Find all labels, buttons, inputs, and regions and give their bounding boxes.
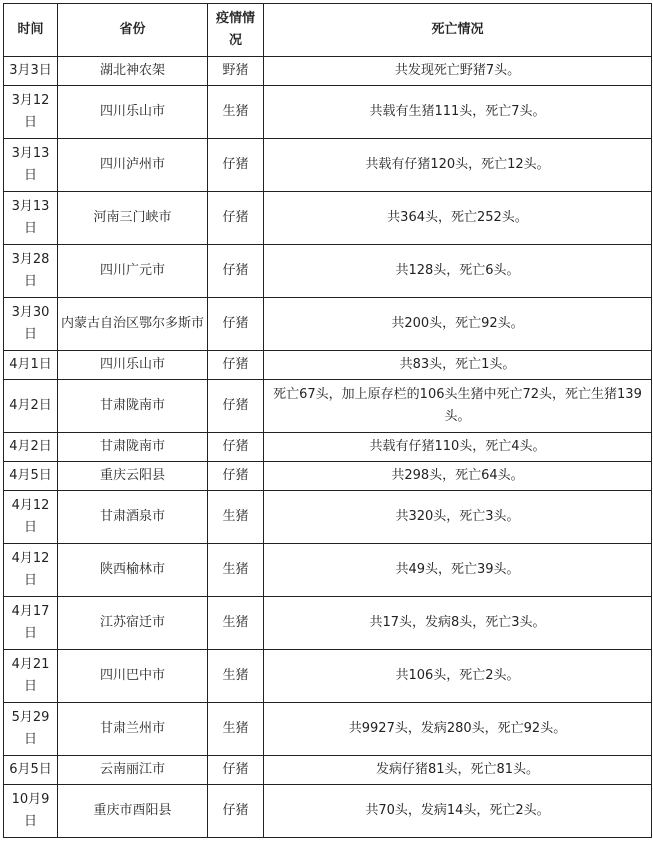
cell-type: 仔猪 [208,351,264,380]
table-row [4,380,652,433]
cell-province: 湖北神农架 [58,57,208,86]
cell-time: 3月12日 [4,86,58,139]
cell-province: 江苏宿迁市 [58,597,208,650]
cell-death: 共320头，死亡3头。 [264,491,652,544]
table-row [4,650,652,703]
cell-province: 内蒙古自治区鄂尔多斯市 [58,298,208,351]
table-row [4,597,652,650]
cell-province: 甘肃陇南市 [58,380,208,433]
cell-death: 共9927头，发病280头，死亡92头。 [264,703,652,756]
cell-death: 共364头，死亡252头。 [264,192,652,245]
cell-province: 四川巴中市 [58,650,208,703]
cell-type: 生猪 [208,86,264,139]
header-time: 时间 [4,4,58,57]
table-row [4,57,652,86]
cell-type: 仔猪 [208,462,264,491]
cell-time: 4月2日 [4,380,58,433]
cell-province: 四川乐山市 [58,86,208,139]
cell-time: 4月17日 [4,597,58,650]
header-death: 死亡情况 [264,4,652,57]
table-row [4,756,652,785]
cell-death: 共106头，死亡2头。 [264,650,652,703]
header-province: 省份 [58,4,208,57]
cell-province: 甘肃酒泉市 [58,491,208,544]
cell-type: 仔猪 [208,192,264,245]
cell-time: 4月21日 [4,650,58,703]
cell-province: 云南丽江市 [58,756,208,785]
cell-province: 重庆云阳县 [58,462,208,491]
cell-death: 共载有生猪111头，死亡7头。 [264,86,652,139]
cell-type: 生猪 [208,597,264,650]
cell-death: 共200头，死亡92头。 [264,298,652,351]
cell-death: 共发现死亡野猪7头。 [264,57,652,86]
cell-death: 共298头，死亡64头。 [264,462,652,491]
cell-type: 仔猪 [208,433,264,462]
table-row [4,462,652,491]
outbreak-table [3,3,652,838]
cell-time: 10月9日 [4,785,58,838]
cell-time: 5月29日 [4,703,58,756]
header-type: 疫情情况 [208,4,264,57]
cell-time: 3月3日 [4,57,58,86]
cell-type: 仔猪 [208,756,264,785]
cell-time: 4月2日 [4,433,58,462]
outbreak-table-container [3,3,652,838]
cell-death: 共17头，发病8头，死亡3头。 [264,597,652,650]
table-row [4,703,652,756]
table-row [4,785,652,838]
table-row [4,245,652,298]
cell-type: 生猪 [208,703,264,756]
cell-death: 共70头，发病14头，死亡2头。 [264,785,652,838]
cell-type: 仔猪 [208,785,264,838]
table-row [4,491,652,544]
cell-type: 仔猪 [208,245,264,298]
table-row [4,192,652,245]
cell-death: 死亡67头，加上原存栏的106头生猪中死亡72头，死亡生猪139头。 [264,380,652,433]
cell-time: 3月13日 [4,139,58,192]
cell-death: 共83头，死亡1头。 [264,351,652,380]
cell-death: 共载有仔猪110头，死亡4头。 [264,433,652,462]
cell-type: 仔猪 [208,298,264,351]
cell-type: 生猪 [208,544,264,597]
cell-type: 仔猪 [208,380,264,433]
cell-province: 四川泸州市 [58,139,208,192]
cell-province: 河南三门峡市 [58,192,208,245]
cell-time: 3月28日 [4,245,58,298]
cell-type: 生猪 [208,491,264,544]
cell-time: 3月30日 [4,298,58,351]
cell-type: 野猪 [208,57,264,86]
cell-province: 甘肃兰州市 [58,703,208,756]
cell-time: 4月1日 [4,351,58,380]
table-row [4,351,652,380]
cell-death: 共载有仔猪120头，死亡12头。 [264,139,652,192]
cell-death: 发病仔猪81头，死亡81头。 [264,756,652,785]
table-row [4,298,652,351]
cell-province: 陕西榆林市 [58,544,208,597]
cell-province: 四川乐山市 [58,351,208,380]
cell-death: 共128头，死亡6头。 [264,245,652,298]
table-row [4,433,652,462]
cell-time: 4月12日 [4,491,58,544]
table-header-row [4,4,652,57]
cell-type: 生猪 [208,650,264,703]
cell-province: 甘肃陇南市 [58,433,208,462]
cell-death: 共49头，死亡39头。 [264,544,652,597]
cell-province: 四川广元市 [58,245,208,298]
cell-time: 3月13日 [4,192,58,245]
cell-type: 仔猪 [208,139,264,192]
cell-time: 4月12日 [4,544,58,597]
table-row [4,86,652,139]
table-row [4,544,652,597]
cell-time: 6月5日 [4,756,58,785]
table-row [4,139,652,192]
cell-time: 4月5日 [4,462,58,491]
cell-province: 重庆市酉阳县 [58,785,208,838]
